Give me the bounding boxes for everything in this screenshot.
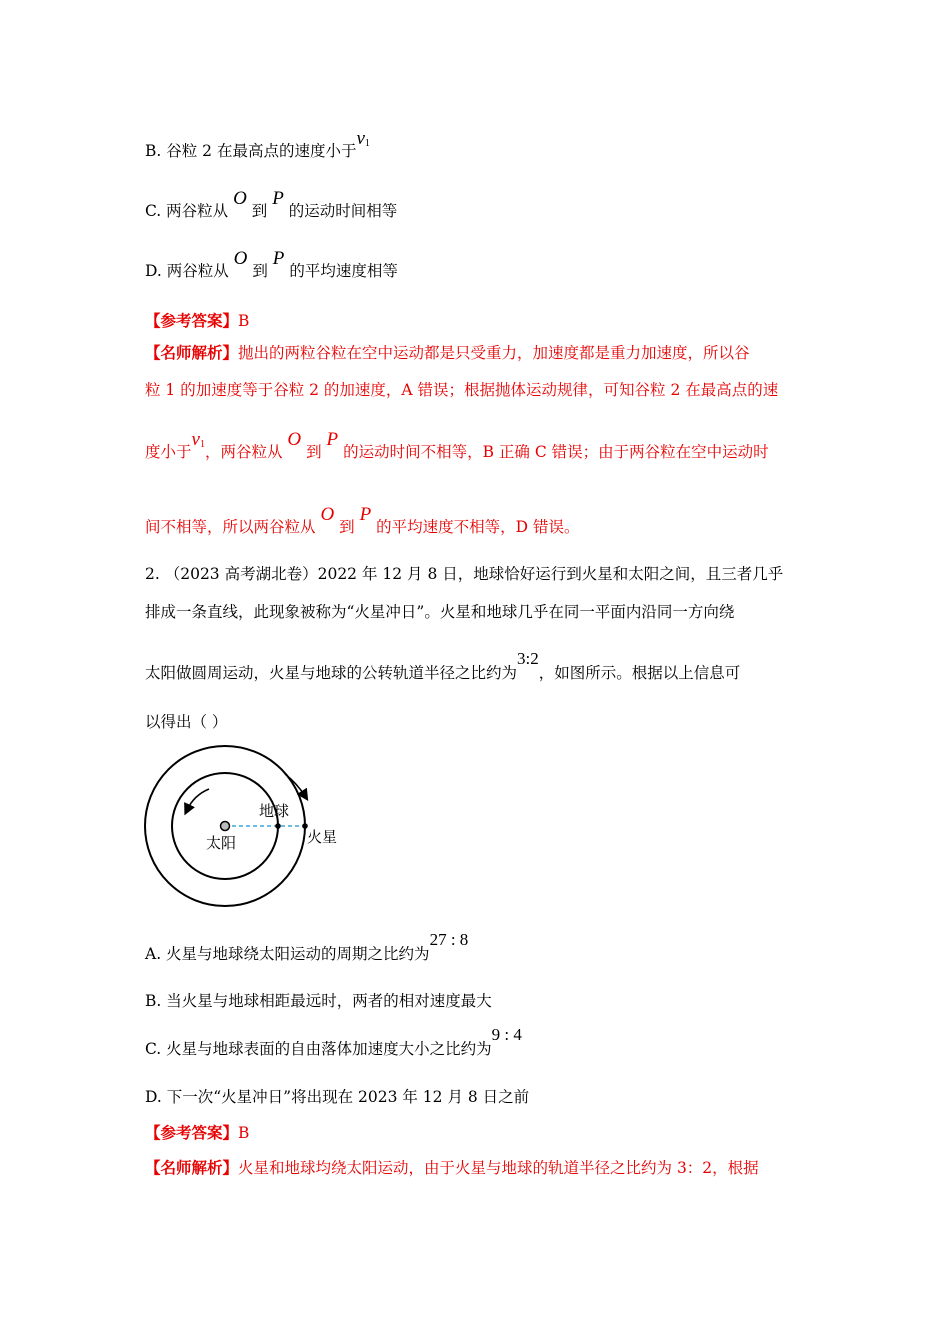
period-ratio: 27 : 8 bbox=[429, 930, 469, 949]
point-o: O bbox=[233, 188, 247, 209]
point-o: O bbox=[233, 248, 248, 269]
earth-icon bbox=[275, 823, 281, 829]
q2-stem-line3: 太阳做圆周运动，火星与地球的公转轨道半径之比约为3:2，如图所示。根据以上信息可 bbox=[145, 649, 741, 682]
sun-icon bbox=[221, 822, 230, 831]
orbit-diagram bbox=[143, 744, 373, 914]
q2-option-b: B. 当火星与地球相距最远时，两者的相对速度最大 bbox=[145, 992, 492, 1010]
option-d: D. 两谷粒从 O 到 P 的平均速度相等 bbox=[145, 248, 398, 280]
q2-stem-line1: 2. （2023 高考湖北卷）2022 年 12 月 8 日，地球恰好运行到火星和太阳之间，且三者几乎 bbox=[145, 565, 784, 583]
option-b: B. 谷粒 2 在最高点的速度小于v1 bbox=[145, 128, 370, 160]
point-p: P bbox=[272, 248, 285, 269]
point-o: O bbox=[287, 429, 302, 450]
analysis-1-line1: 【名师解析】抛出的两粒谷粒在空中运动都是只受重力，加速度都是重力加速度，所以谷 bbox=[145, 343, 750, 362]
sun-label: 太阳 bbox=[206, 834, 237, 852]
q2-option-a: A. 火星与地球绕太阳运动的周期之比约为27 : 8 bbox=[145, 930, 469, 963]
q2-option-d: D. 下一次“火星冲日”将出现在 2023 年 12 月 8 日之前 bbox=[145, 1088, 530, 1106]
point-o: O bbox=[320, 504, 335, 525]
analysis-1-line2: 粒 1 的加速度等于谷粒 2 的加速度，A 错误；根据抛体运动规律，可知谷粒 2 在最高点的速 bbox=[145, 381, 779, 399]
answer-1: 【参考答案】B bbox=[145, 311, 250, 330]
q2-stem-line4: 以得出（ ） bbox=[145, 713, 228, 731]
mars-label: 火星 bbox=[307, 828, 338, 846]
point-p: P bbox=[359, 504, 372, 525]
option-c: C. 两谷粒从 O 到 P 的运动时间相等 bbox=[145, 188, 398, 220]
q2-stem-line2: 排成一条直线，此现象被称为“火星冲日”。火星和地球几乎在同一平面内沿同一方向绕 bbox=[145, 603, 735, 621]
v1-symbol: v1 bbox=[191, 429, 205, 450]
earth-label: 地球 bbox=[259, 802, 290, 820]
gravity-ratio: 9 : 4 bbox=[491, 1025, 522, 1044]
analysis-2-line1: 【名师解析】火星和地球均绕太阳运动，由于火星与地球的轨道半径之比约为 3：2，根据 bbox=[145, 1158, 759, 1177]
v1-symbol: v1 bbox=[356, 128, 370, 149]
mars-direction-arrow bbox=[285, 774, 305, 796]
analysis-1-line3: 度小于v1，两谷粒从 O 到 P 的运动时间不相等，B 正确 C 错误；由于两谷粒在空中运动时 bbox=[145, 429, 769, 461]
earth-direction-arrow bbox=[187, 789, 209, 810]
point-p: P bbox=[326, 429, 339, 450]
analysis-1-line4: 间不相等，所以两谷粒从 O 到 P 的平均速度不相等，D 错误。 bbox=[145, 504, 580, 536]
radius-ratio: 3:2 bbox=[517, 649, 539, 668]
point-p: P bbox=[272, 188, 284, 209]
q2-option-c: C. 火星与地球表面的自由落体加速度大小之比约为9 : 4 bbox=[145, 1025, 522, 1058]
answer-2: 【参考答案】B bbox=[145, 1123, 250, 1142]
